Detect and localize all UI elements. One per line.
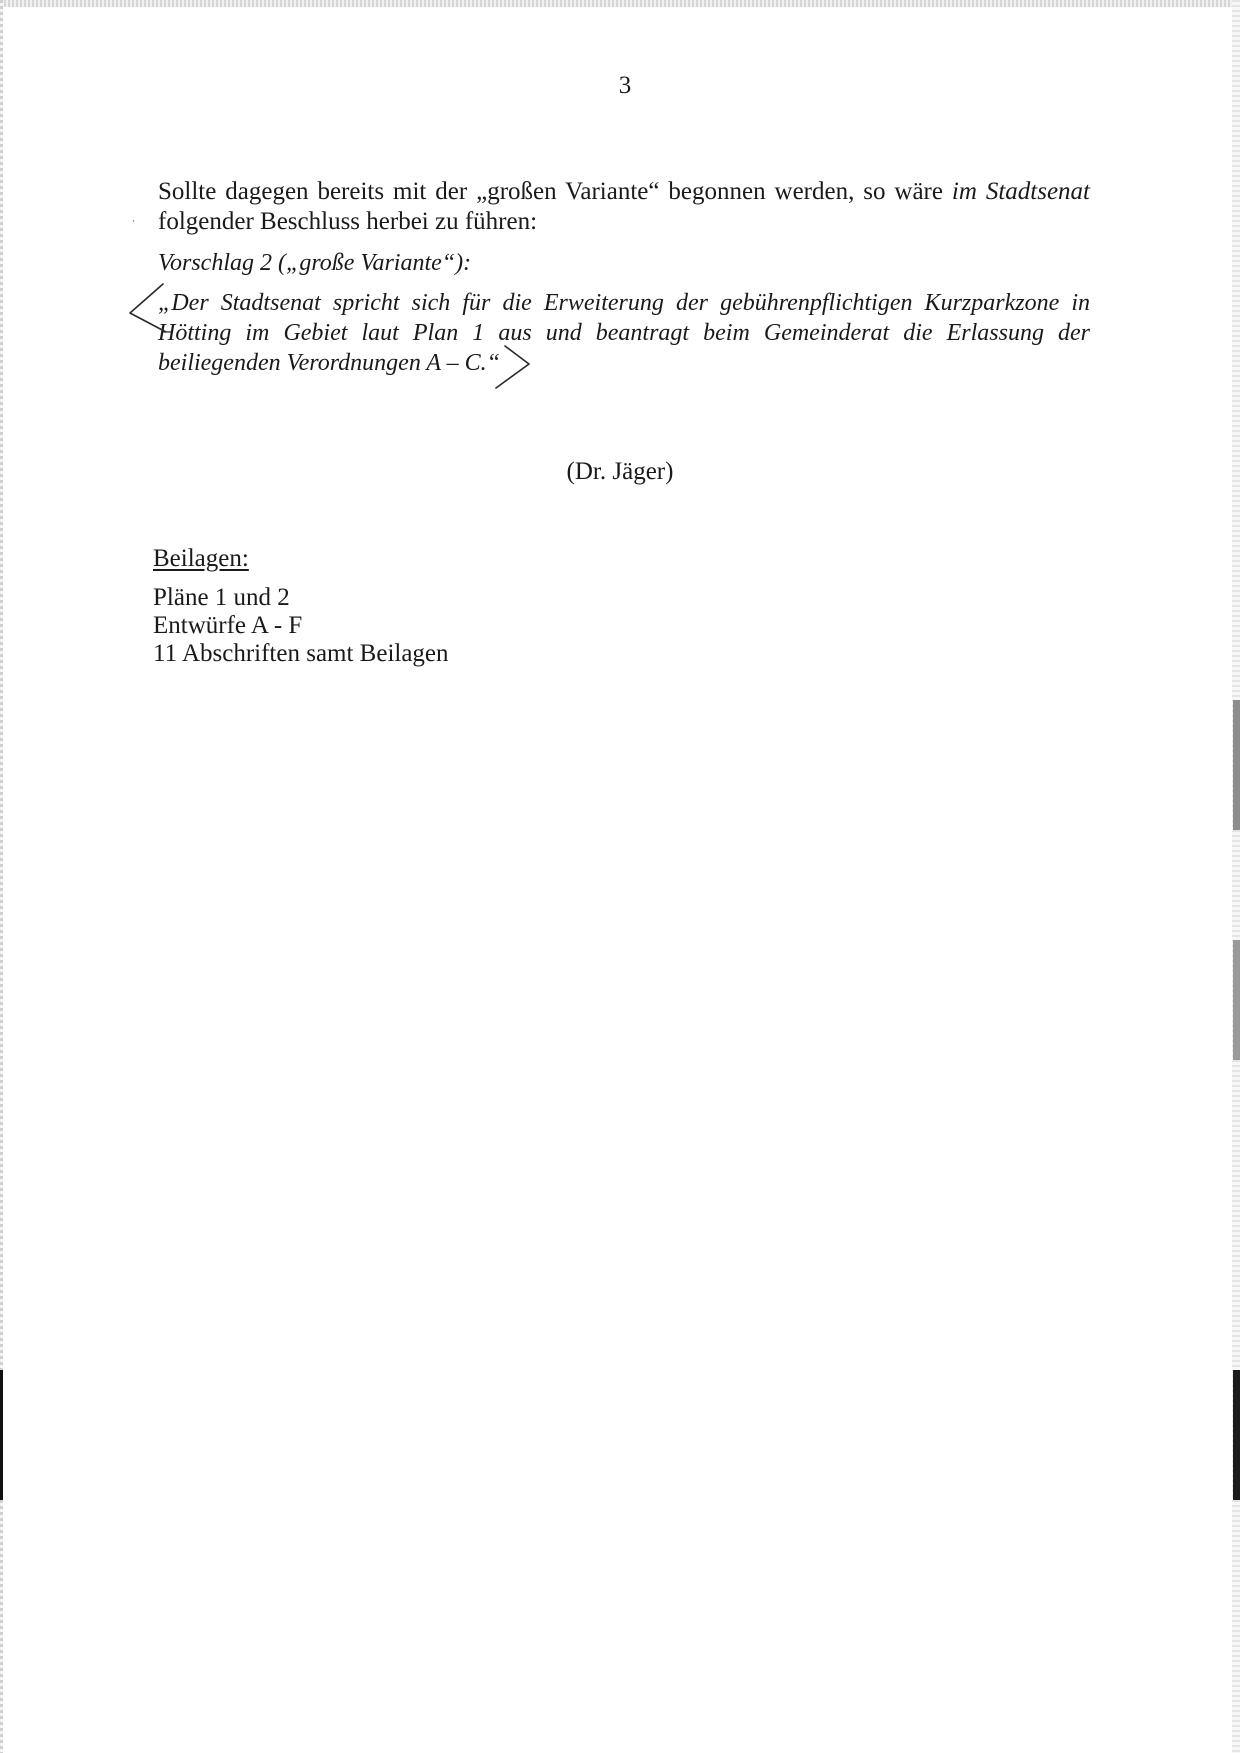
intro-italic-phrase: im Stadtsenat — [951, 178, 1090, 205]
resolution-text: „Der Stadtsenat spricht sich für die Erweiterung der gebührenpflichtigen Kurzparkzone in Hötting im Gebiet laut Plan 1 aus und beantragt beim Gemeinderat die Erlassung der beiliegenden Verordnungen A – C.“ — [158, 290, 1090, 376]
attachment-item: Pläne 1 und 2 — [153, 584, 290, 611]
intro-text: Sollte dagegen bereits mit der „großen Variante“ begonnen werden, so wäre — [158, 178, 952, 205]
intro-paragraph — [158, 177, 1090, 237]
signature: (Dr. Jäger) — [566, 458, 674, 485]
intro-line-1 — [158, 177, 1090, 207]
scan-edge-shadow — [0, 1370, 3, 1500]
scan-speck — [133, 220, 134, 222]
scan-edge-top — [0, 0, 1240, 7]
scan-edge-shadow — [1233, 700, 1240, 830]
scan-edge-shadow — [1233, 940, 1240, 1060]
attachments-heading: Beilagen: — [153, 545, 249, 572]
scan-edge-shadow — [1233, 1370, 1240, 1500]
intro-text-continued: folgender Beschluss herbei zu führen: — [158, 208, 538, 235]
page-number: 3 — [618, 72, 632, 99]
proposal-heading: Vorschlag 2 („große Variante“): — [158, 250, 472, 276]
attachment-item: 11 Abschriften samt Beilagen — [153, 640, 449, 667]
attachment-item: Entwürfe A - F — [153, 612, 303, 639]
attachments-list — [153, 584, 449, 668]
